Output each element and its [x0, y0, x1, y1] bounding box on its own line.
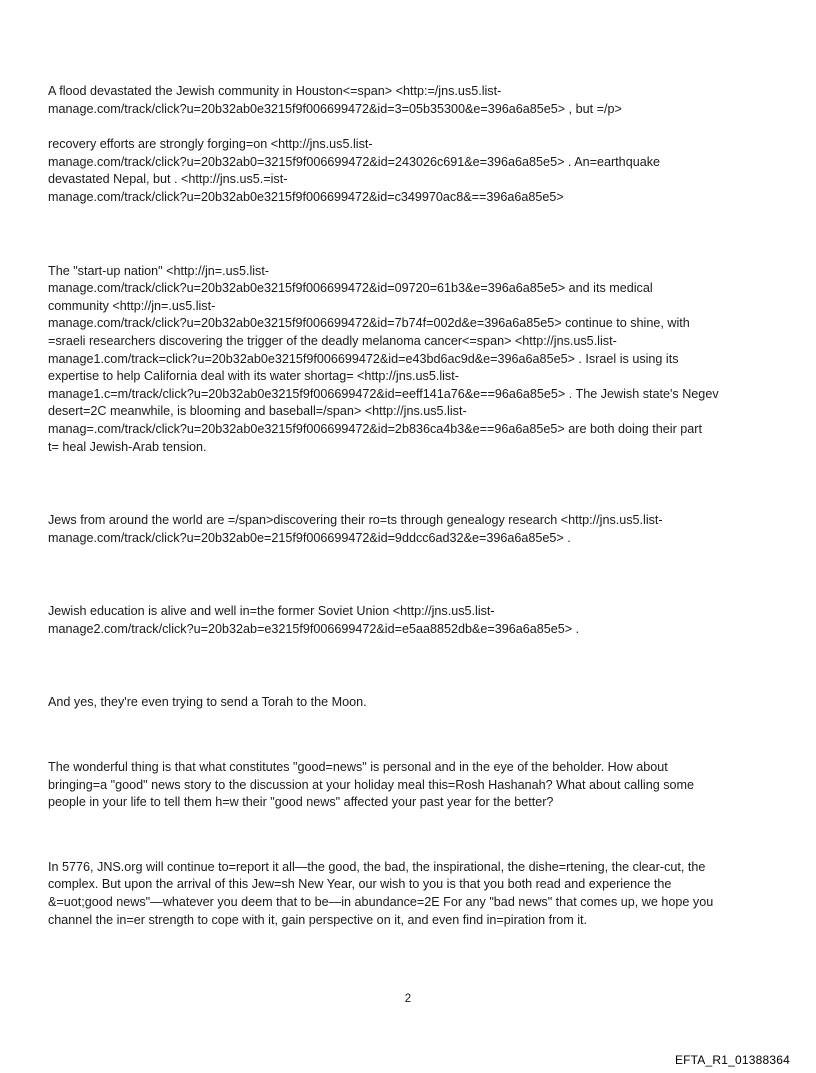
document-id-stamp: EFTA_R1_01388364	[674, 1053, 790, 1067]
paragraph-good-news: The wonderful thing is that what constitutes "good=news" is personal and in the eye of the beholder. How about bringing=a "good" news story to the discussion at your holiday meal this=Rosh Hashanah? What about calling some people in your life to tell them h=w their "good news" affected your past year for the better?	[48, 760, 694, 810]
paragraph-5776: In 5776, JNS.org will continue to=report it all—the good, the bad, the inspirational, the dishe=rtening, the clear-cut, the complex. But upon the arrival of this Jew=sh New Year, our wish to you is that you both read and experience the &=uot;good news"—whatever you deem that to be—in abundance=2E For any "bad news" that comes up, we hope you channel the in=er strength to cope with it, gain perspective on it, and even find in=piration from it.	[48, 859, 714, 927]
document-body	[48, 83, 776, 929]
paragraph-education: Jewish education is alive and well in=the former Soviet Union <http://jns.us5.list- manage2.com/track/click?u=20b32ab=e3215f9f006699472&id=e5aa8852db&e=396a6a85e5> .	[48, 604, 580, 636]
page-number: 2	[404, 993, 412, 1005]
paragraph-recovery: recovery efforts are strongly forging=on <http://jns.us5.list- manage.com/track/click?u=20b32ab0=3215f9f006699472&id=243026c691&e=396a6a85e5> . An=earthquake devastated Nepal, but . <http://jns.us5.=ist- manage.com/track/click?u=20b32ab0e3215f9f006699472&id=c349970ac8&==396a6a85e5>	[48, 137, 661, 204]
paragraph-genealogy: Jews from around the world are =/span>discovering their ro=ts through genealogy research <http://jns.us5.list- manage.com/track/click?u=20b32ab0e=215f9f006699472&id=9ddcc6ad32&e=396a6a85e5> .	[48, 513, 663, 545]
paragraph-flood: A flood devastated the Jewish community in Houston<=span> <http:=/jns.us5.list- manage.com/track/click?u=20b32ab0e3215f9f006699472&id=3=05b35300&e=396a6a85e5> , but =/p>	[48, 84, 622, 116]
paragraph-torah-moon: And yes, they're even trying to send a Torah to the Moon.	[48, 695, 367, 710]
paragraph-startup-nation: The "start-up nation" <http://jn=.us5.list- manage.com/track/click?u=20b32ab0e3215f9f006699472&id=09720=61b3&e=396a6a85e5> and its medical community <http://jn=.us5.list- manage.com/track/click?u=20b32ab0e3215f9f006699472&id=7b74f=002d&e=396a6a85e5> continue to shine, with =sraeli researchers discovering the trigger of the deadly melanoma cancer<=span> <http://jns.us5.list- manage1.com/track=click?u=20b32ab0e3215f9f006699472&id=e43bd6ac9d&e=396a6a85e5> . Israel is using its expertise to help California deal with its water shortag= <http://jns.us5.list- manage1.c=m/track/click?u=20b32ab0e3215f9f006699472&id=eeff141a76&e==96a6a85e5> . The Jewish state's Negev desert=2C meanwhile, is blooming and baseball=/span> <http://jns.us5.list- manag=.com/track/click?u=20b32ab0e3215f9f006699472&id=2b836ca4b3&e==96a6a85e5> are both doing their part t= heal Jewish-Arab tension.	[48, 263, 719, 454]
